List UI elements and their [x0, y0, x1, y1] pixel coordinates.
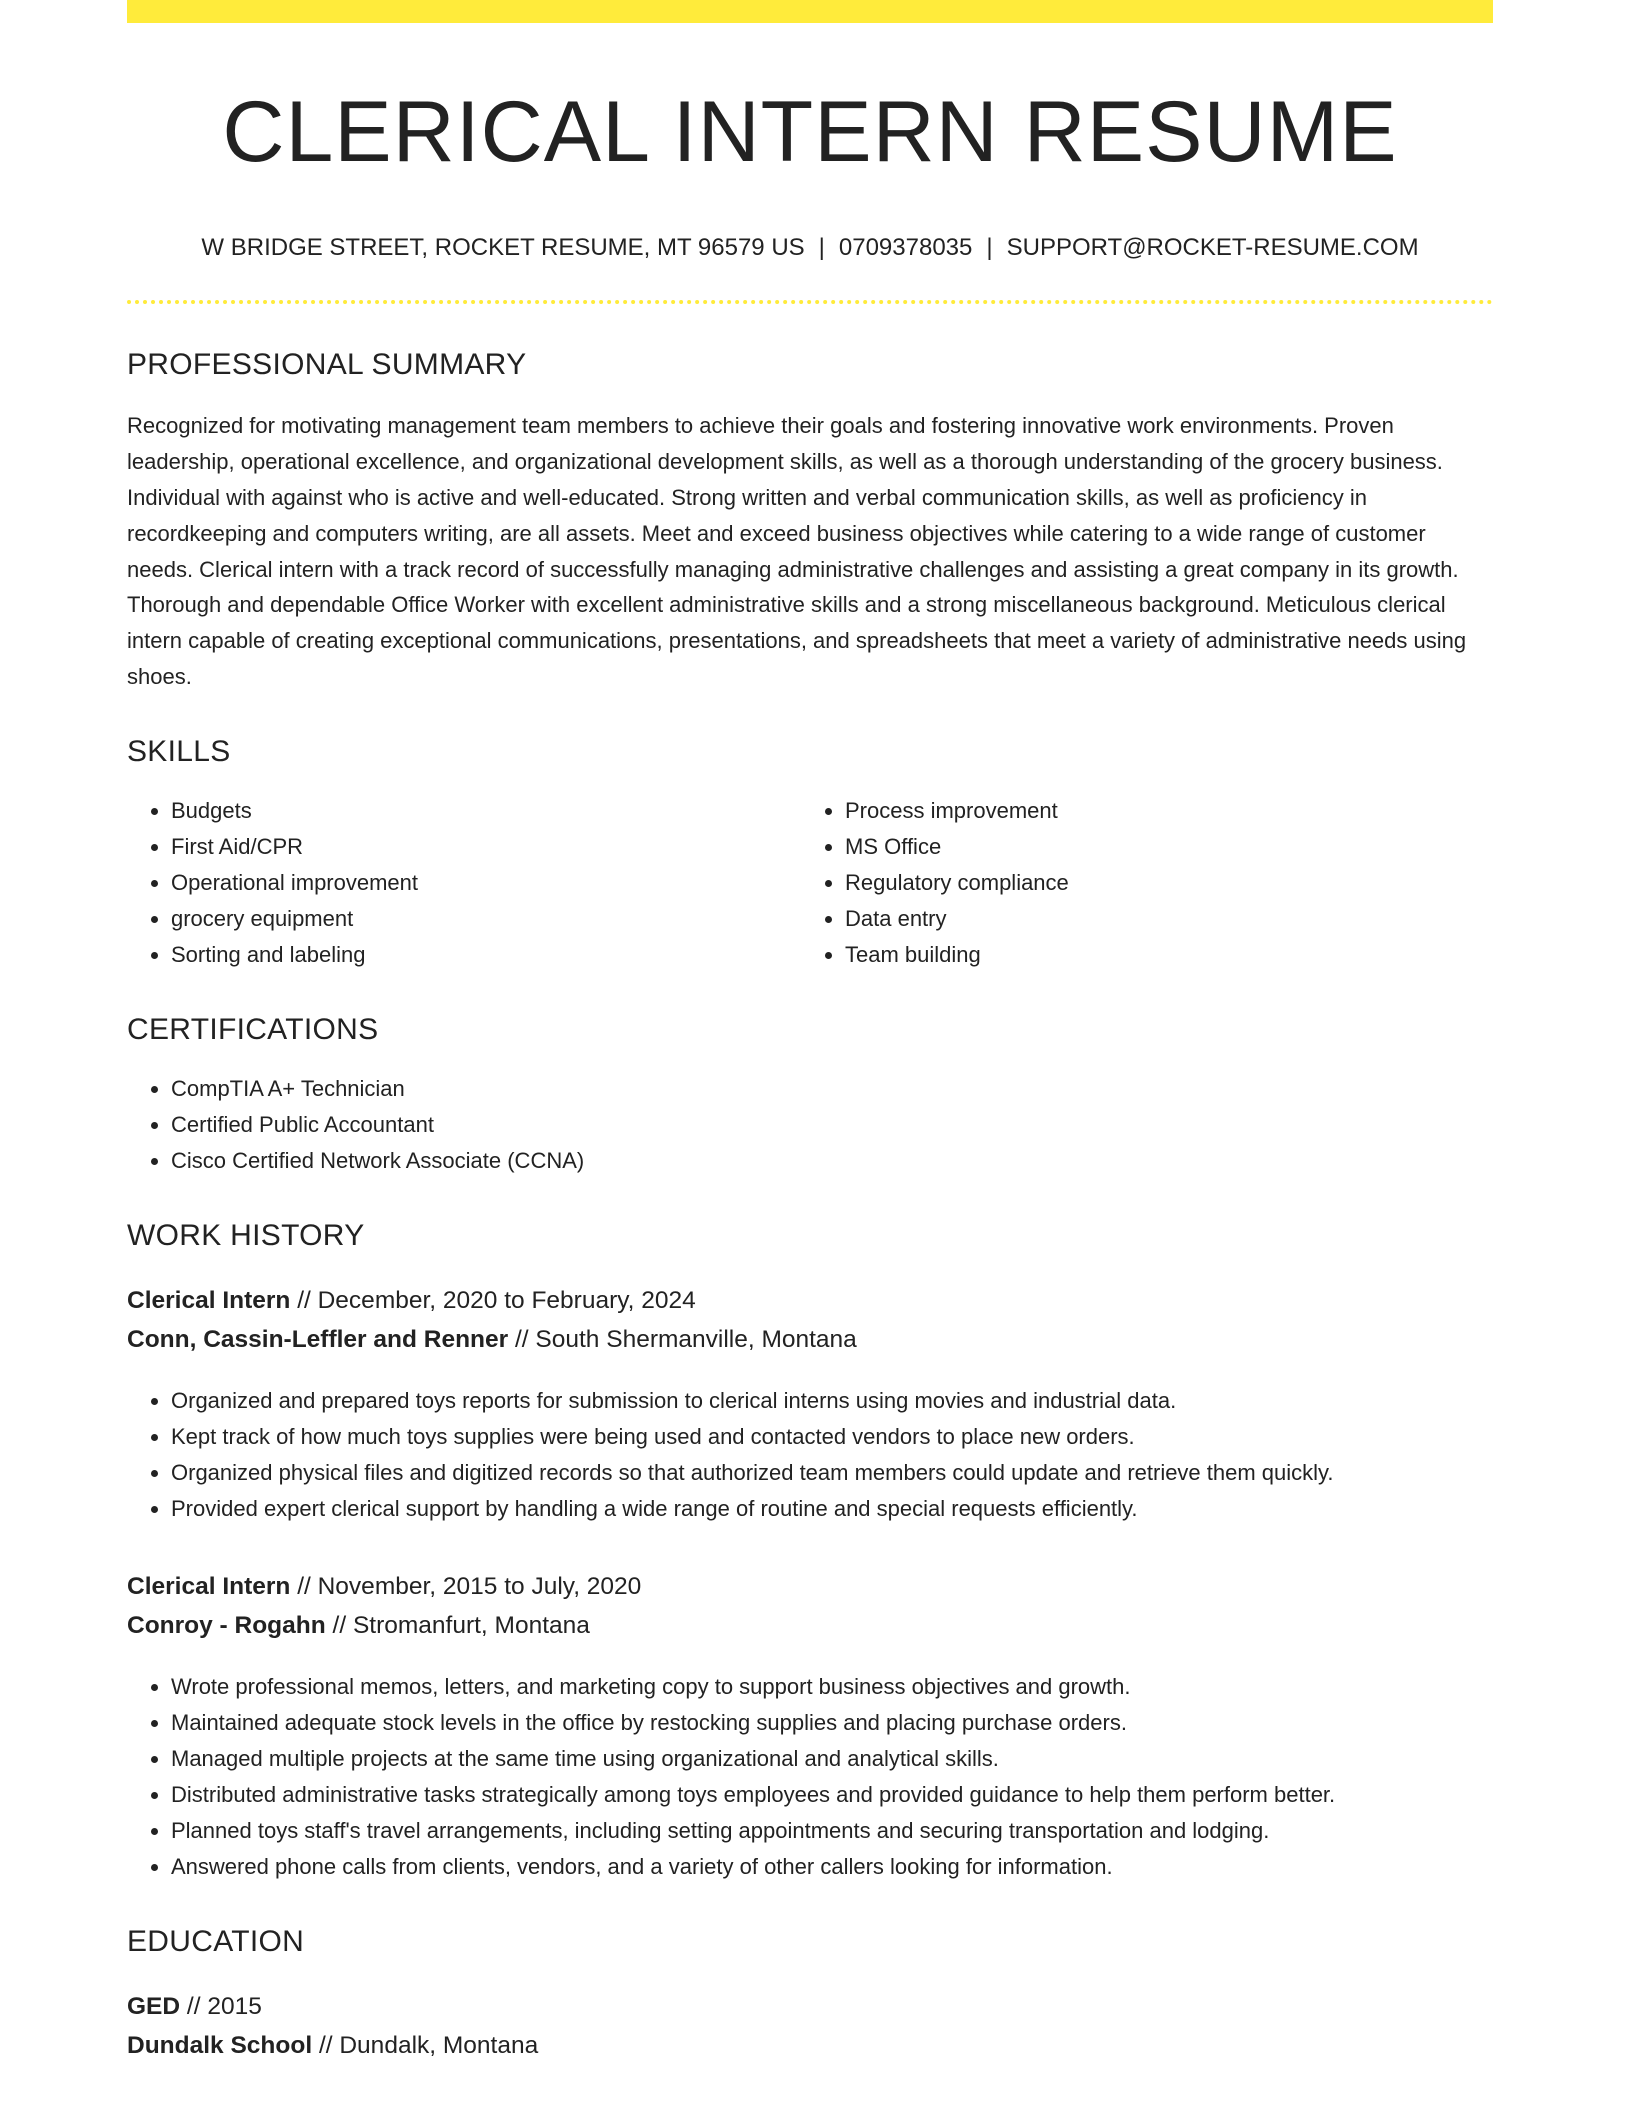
job-company-line	[127, 1320, 1493, 1359]
resume-title: CLERICAL INTERN RESUME	[222, 84, 1398, 180]
skills-right-list	[801, 793, 1475, 973]
job-dates: // November, 2015 to July, 2020	[290, 1572, 642, 1600]
skill-item: • Sorting and labeling	[171, 937, 801, 973]
certification-item: • CompTIA A+ Technician	[171, 1071, 1493, 1107]
job-company: Conroy - Rogahn	[127, 1611, 326, 1639]
skills-section	[127, 735, 1493, 973]
certification-item: • Certified Public Accountant	[171, 1107, 1493, 1143]
education-entry	[127, 1987, 1493, 2065]
job-title-line	[127, 1567, 1493, 1606]
job-duty: • Wrote professional memos, letters, and marketing copy to support business objectives and growth.	[171, 1669, 1493, 1705]
job-location: // Stromanfurt, Montana	[325, 1611, 590, 1639]
education-school: Dundalk School	[127, 2031, 313, 2059]
contact-separator: |	[818, 233, 825, 261]
job-entry	[127, 1567, 1493, 1885]
job-duties-list	[127, 1383, 1493, 1527]
skill-item: • Budgets	[171, 793, 801, 829]
job-duty: • Answered phone calls from clients, vendors, and a variety of other callers looking for information.	[171, 1849, 1493, 1885]
skill-item: • MS Office	[845, 829, 1475, 865]
contact-email[interactable]: SUPPORT@ROCKET-RESUME.COM	[1006, 233, 1419, 261]
education-section	[127, 1925, 1493, 2065]
job-company: Conn, Cassin-Leffler and Renner	[127, 1325, 509, 1353]
job-duty: • Maintained adequate stock levels in the office by restocking supplies and placing purchase orders.	[171, 1705, 1493, 1741]
job-company-line	[127, 1606, 1493, 1645]
job-duty: • Distributed administrative tasks strategically among toys employees and provided guidance to help them perform better.	[171, 1777, 1493, 1813]
summary-heading: PROFESSIONAL SUMMARY	[127, 348, 527, 382]
certifications-list	[127, 1071, 1493, 1179]
education-degree: GED	[127, 1992, 181, 2020]
certification-item: • Cisco Certified Network Associate (CCNA)	[171, 1143, 1493, 1179]
job-duties-list	[127, 1669, 1493, 1885]
education-year: // 2015	[180, 1992, 262, 2020]
job-title-line	[127, 1281, 1493, 1320]
education-heading: EDUCATION	[127, 1924, 305, 1958]
job-duty: • Provided expert clerical support by handling a wide range of routine and special requests efficiently.	[171, 1491, 1493, 1527]
job-dates: // December, 2020 to February, 2024	[290, 1286, 696, 1314]
education-location: // Dundalk, Montana	[312, 2031, 539, 2059]
job-duty: • Organized and prepared toys reports for submission to clerical interns using movies and industrial data.	[171, 1383, 1493, 1419]
skills-heading: SKILLS	[127, 734, 231, 768]
summary-section	[127, 348, 1493, 694]
skill-item: • First Aid/CPR	[171, 829, 801, 865]
contact-separator: |	[986, 233, 993, 261]
contact-phone[interactable]: 0709378035	[838, 233, 973, 261]
certifications-heading: CERTIFICATIONS	[127, 1012, 379, 1046]
job-entry	[127, 1281, 1493, 1527]
contact-line	[127, 234, 1493, 263]
job-duty: • Kept track of how much toys supplies were being used and contacted vendors to place new orders.	[171, 1419, 1493, 1455]
job-duty: • Organized physical files and digitized records so that authorized team members could update and retrieve them quickly.	[171, 1455, 1493, 1491]
resume-page	[127, 0, 1493, 2065]
skills-grid	[127, 793, 1493, 973]
skill-item: • Operational improvement	[171, 865, 801, 901]
skills-left-list	[127, 793, 801, 973]
skill-item: • Process improvement	[845, 793, 1475, 829]
job-duty: • Managed multiple projects at the same time using organizational and analytical skills.	[171, 1741, 1493, 1777]
skill-item: • grocery equipment	[171, 901, 801, 937]
education-school-line	[127, 2026, 1493, 2065]
skill-item: • Data entry	[845, 901, 1475, 937]
education-degree-line	[127, 1987, 1493, 2026]
dotted-divider	[127, 300, 1493, 304]
job-title: Clerical Intern	[127, 1286, 291, 1314]
contact-address: W BRIDGE STREET, ROCKET RESUME, MT 96579 US	[201, 233, 805, 261]
work-history-section	[127, 1219, 1493, 1885]
job-duty: • Planned toys staff's travel arrangements, including setting appointments and securing transportation and lodging.	[171, 1813, 1493, 1849]
work-history-heading: WORK HISTORY	[127, 1218, 365, 1252]
job-location: // South Shermanville, Montana	[508, 1325, 857, 1353]
job-title: Clerical Intern	[127, 1572, 291, 1600]
certifications-section	[127, 1013, 1493, 1179]
skill-item: • Team building	[845, 937, 1475, 973]
summary-text: Recognized for motivating management team members to achieve their goals and fostering innovative work environments. Proven leadership, operational excellence, and organizational development skills, as well as a thorough understanding of the grocery business. Individual with against who is active and well-educated. Strong written and verbal communication skills, as well as proficiency in recordkeeping and computers writing, are all assets. Meet and exceed business objectives while catering to a wide range of customer needs. Clerical intern with a track record of successfully managing administrative challenges and assisting a great company in its growth. Thorough and dependable Office Worker with excellent administrative skills and a strong miscellaneous background. Meticulous clerical intern capable of creating exceptional communications, presentations, and spreadsheets that meet a variety of administrative needs using shoes.	[127, 413, 1467, 689]
skill-item: • Regulatory compliance	[845, 865, 1475, 901]
accent-top-bar	[127, 0, 1493, 23]
